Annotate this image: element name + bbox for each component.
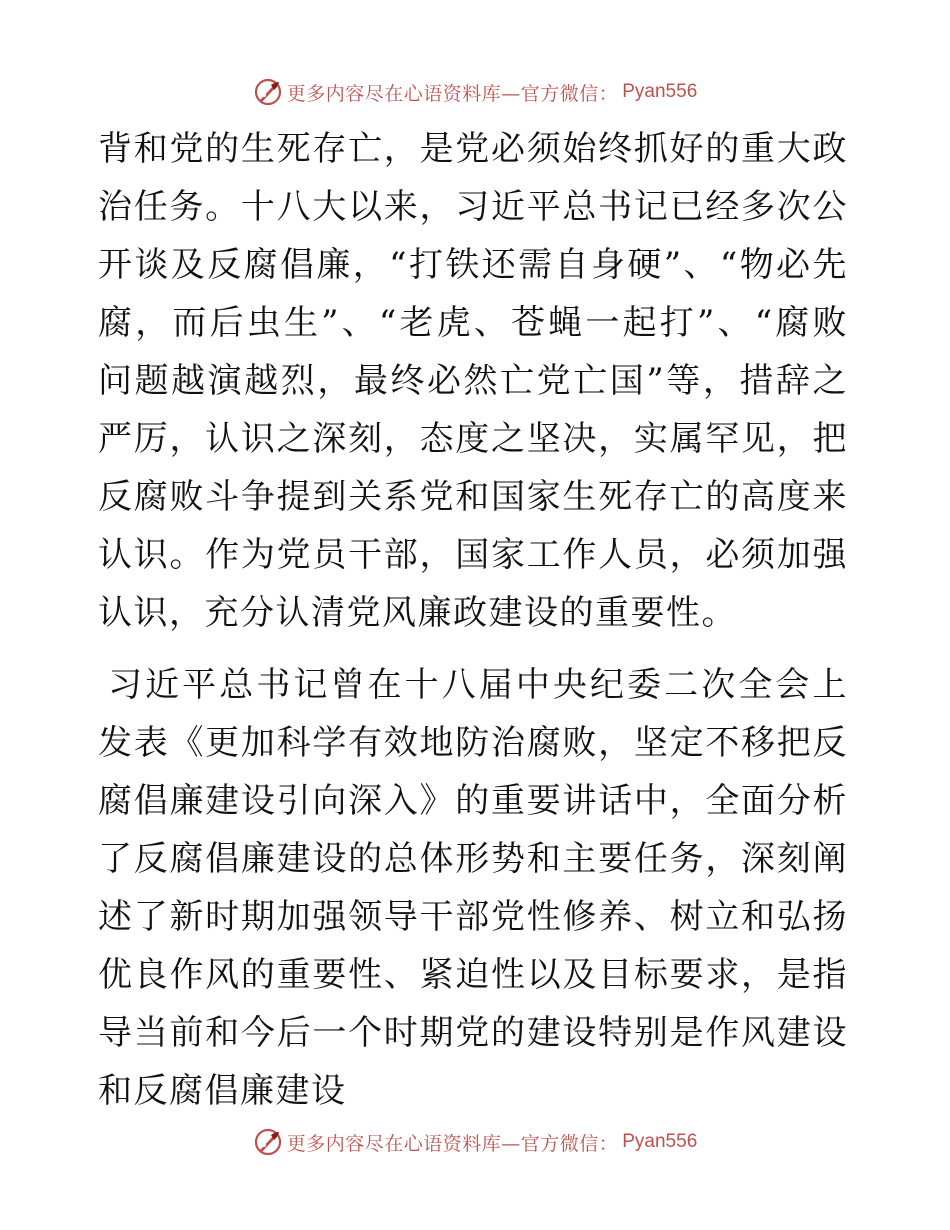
watermark-text: 更多内容尽在心语资料库—官方微信：: [286, 1132, 619, 1155]
header-watermark: [0, 72, 950, 112]
watermark-wechat-id: Pyan556: [622, 81, 698, 102]
watermark-wechat-id: Pyan556: [622, 1131, 698, 1152]
document-body: [98, 120, 848, 1120]
feather-pen-logo-icon: [253, 1127, 283, 1157]
paragraph-2: 习近平总书记曾在十八届中央纪委二次全会上发表《更加科学有效地防治腐败，坚定不移把反腐倡廉建设引向深入》的重要讲话中，全面分析了反腐倡廉建设的总体形势和主要任务，深刻阐述了新时期加强领导干部党性修养、树立和弘扬优良作风的重要性、紧迫性以及目标要求，是指导当前和今后一个时期党的建设特别是作风建设和反腐倡廉建设: [98, 665, 848, 1111]
watermark-text: 更多内容尽在心语资料库—官方微信：: [286, 82, 619, 105]
footer-watermark: [0, 1122, 950, 1162]
paragraph-1: 背和党的生死存亡，是党必须始终抓好的重大政治任务。十八大以来，习近平总书记已经多次公开谈及反腐倡廉，“打铁还需自身硬”、“物必先腐，而后虫生”、“老虎、苍蝇一起打”、“腐败问题越演越烈，最终必然亡党亡国”等，措辞之严厉，认识之深刻，态度之坚决，实属罕见，把反腐败斗争提到关系党和国家生死存亡的高度来认识。作为党员干部，国家工作人员，必须加强认识，充分认清党风廉政建设的重要性。: [98, 129, 848, 633]
feather-pen-logo-icon: [253, 77, 283, 107]
